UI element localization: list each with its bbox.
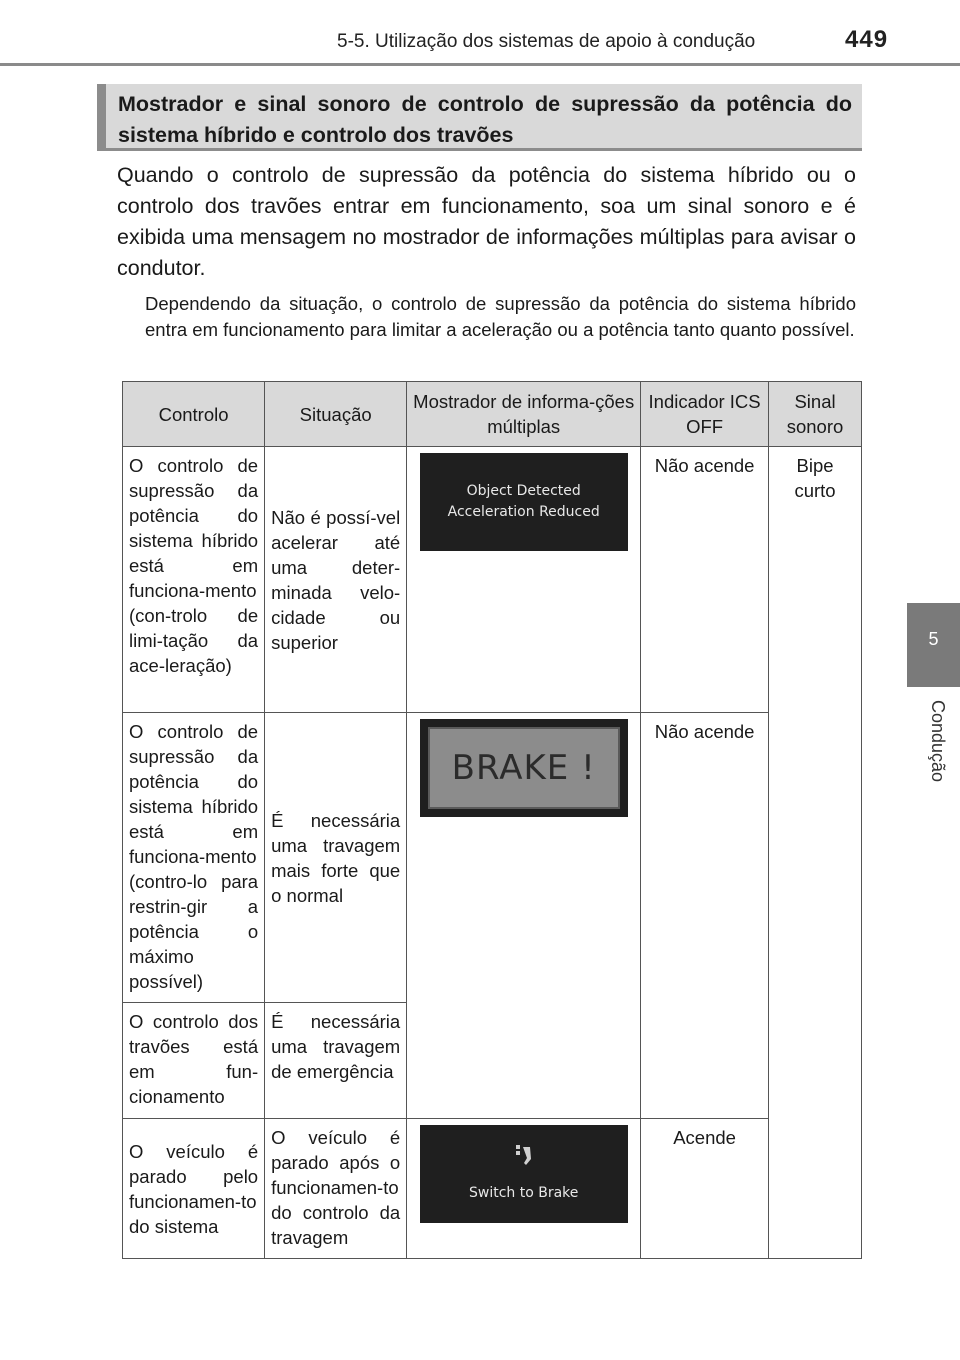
page-number: 449 bbox=[845, 26, 889, 53]
intro-paragraph: Quando o controlo de supressão da potência do sistema híbrido ou o controlo dos travões entrar em funcionamento, soa um sinal sonoro e é exibida uma mensagem no mostrador de informações múltiplas para avisar o condutor. bbox=[117, 163, 856, 280]
table-row bbox=[123, 713, 862, 1003]
chapter-tab bbox=[907, 603, 960, 687]
header-situation: Situação bbox=[265, 382, 407, 447]
note-paragraph: Dependendo da situação, o controlo de supressão da potência do sistema híbrido entra em funcionamento para limitar a aceleração ou a potência tanto quanto possível. bbox=[145, 293, 856, 340]
section-heading: Mostrador e sinal sonoro de controlo de supressão da potência do sistema híbrido e controlo dos travões bbox=[97, 84, 862, 151]
cell-control: O controlo de supressão da potência do sistema híbrido está em funciona-mento (con-trolo de limi-tação da ace-leração) bbox=[123, 447, 265, 713]
display-line-2: Acceleration Reduced bbox=[447, 504, 600, 520]
table-header-row bbox=[123, 382, 862, 447]
cell-control: O controlo dos travões está em fun-cionamento bbox=[123, 1003, 265, 1119]
control-table bbox=[122, 381, 862, 1259]
display-switch-text: Switch to Brake bbox=[468, 1184, 579, 1201]
cell-situation: O veículo é parado após o funcionamen-to do controlo da travagem bbox=[265, 1119, 407, 1259]
header-control: Controlo bbox=[123, 382, 265, 447]
cell-display bbox=[407, 713, 641, 1119]
cell-display bbox=[407, 447, 641, 713]
table-row bbox=[123, 447, 862, 713]
cell-indicator: Não acende bbox=[641, 447, 769, 713]
display-object-detected bbox=[420, 453, 628, 551]
cell-control: O veículo é parado pelo funcionamen-to do sistema bbox=[123, 1119, 265, 1259]
header-section-title: 5-5. Utilização dos sistemas de apoio à condução bbox=[337, 31, 756, 52]
table-row bbox=[123, 1119, 862, 1259]
cell-situation: É necessária uma travagem mais forte que o normal bbox=[265, 713, 407, 1003]
brake-pedal-icon bbox=[514, 1143, 534, 1167]
chapter-number: 5 bbox=[928, 629, 939, 649]
cell-situation: É necessária uma travagem de emergência bbox=[265, 1003, 407, 1119]
cell-display bbox=[407, 1119, 641, 1259]
cell-control: O controlo de supressão da potência do sistema híbrido está em funciona-mento (contro-lo para restrin-gir a potência o máximo possível) bbox=[123, 713, 265, 1003]
cell-sound: Bipe curto bbox=[769, 447, 862, 1259]
display-line-1: Object Detected bbox=[466, 483, 581, 499]
brake-warning-text: BRAKE ! bbox=[428, 727, 620, 809]
cell-indicator: Não acende bbox=[641, 713, 769, 1119]
header-indicator: Indicador ICS OFF bbox=[641, 382, 769, 447]
display-switch-to-brake bbox=[420, 1125, 628, 1223]
header-display: Mostrador de informa-ções múltiplas bbox=[407, 382, 641, 447]
display-brake bbox=[420, 719, 628, 817]
header-rule bbox=[0, 63, 960, 66]
cell-indicator: Acende bbox=[641, 1119, 769, 1259]
cell-situation: Não é possí-vel acelerar até uma deter-minada velo-cidade ou superior bbox=[265, 447, 407, 713]
header-sound: Sinal sonoro bbox=[769, 382, 862, 447]
chapter-label: Condução bbox=[928, 700, 948, 783]
